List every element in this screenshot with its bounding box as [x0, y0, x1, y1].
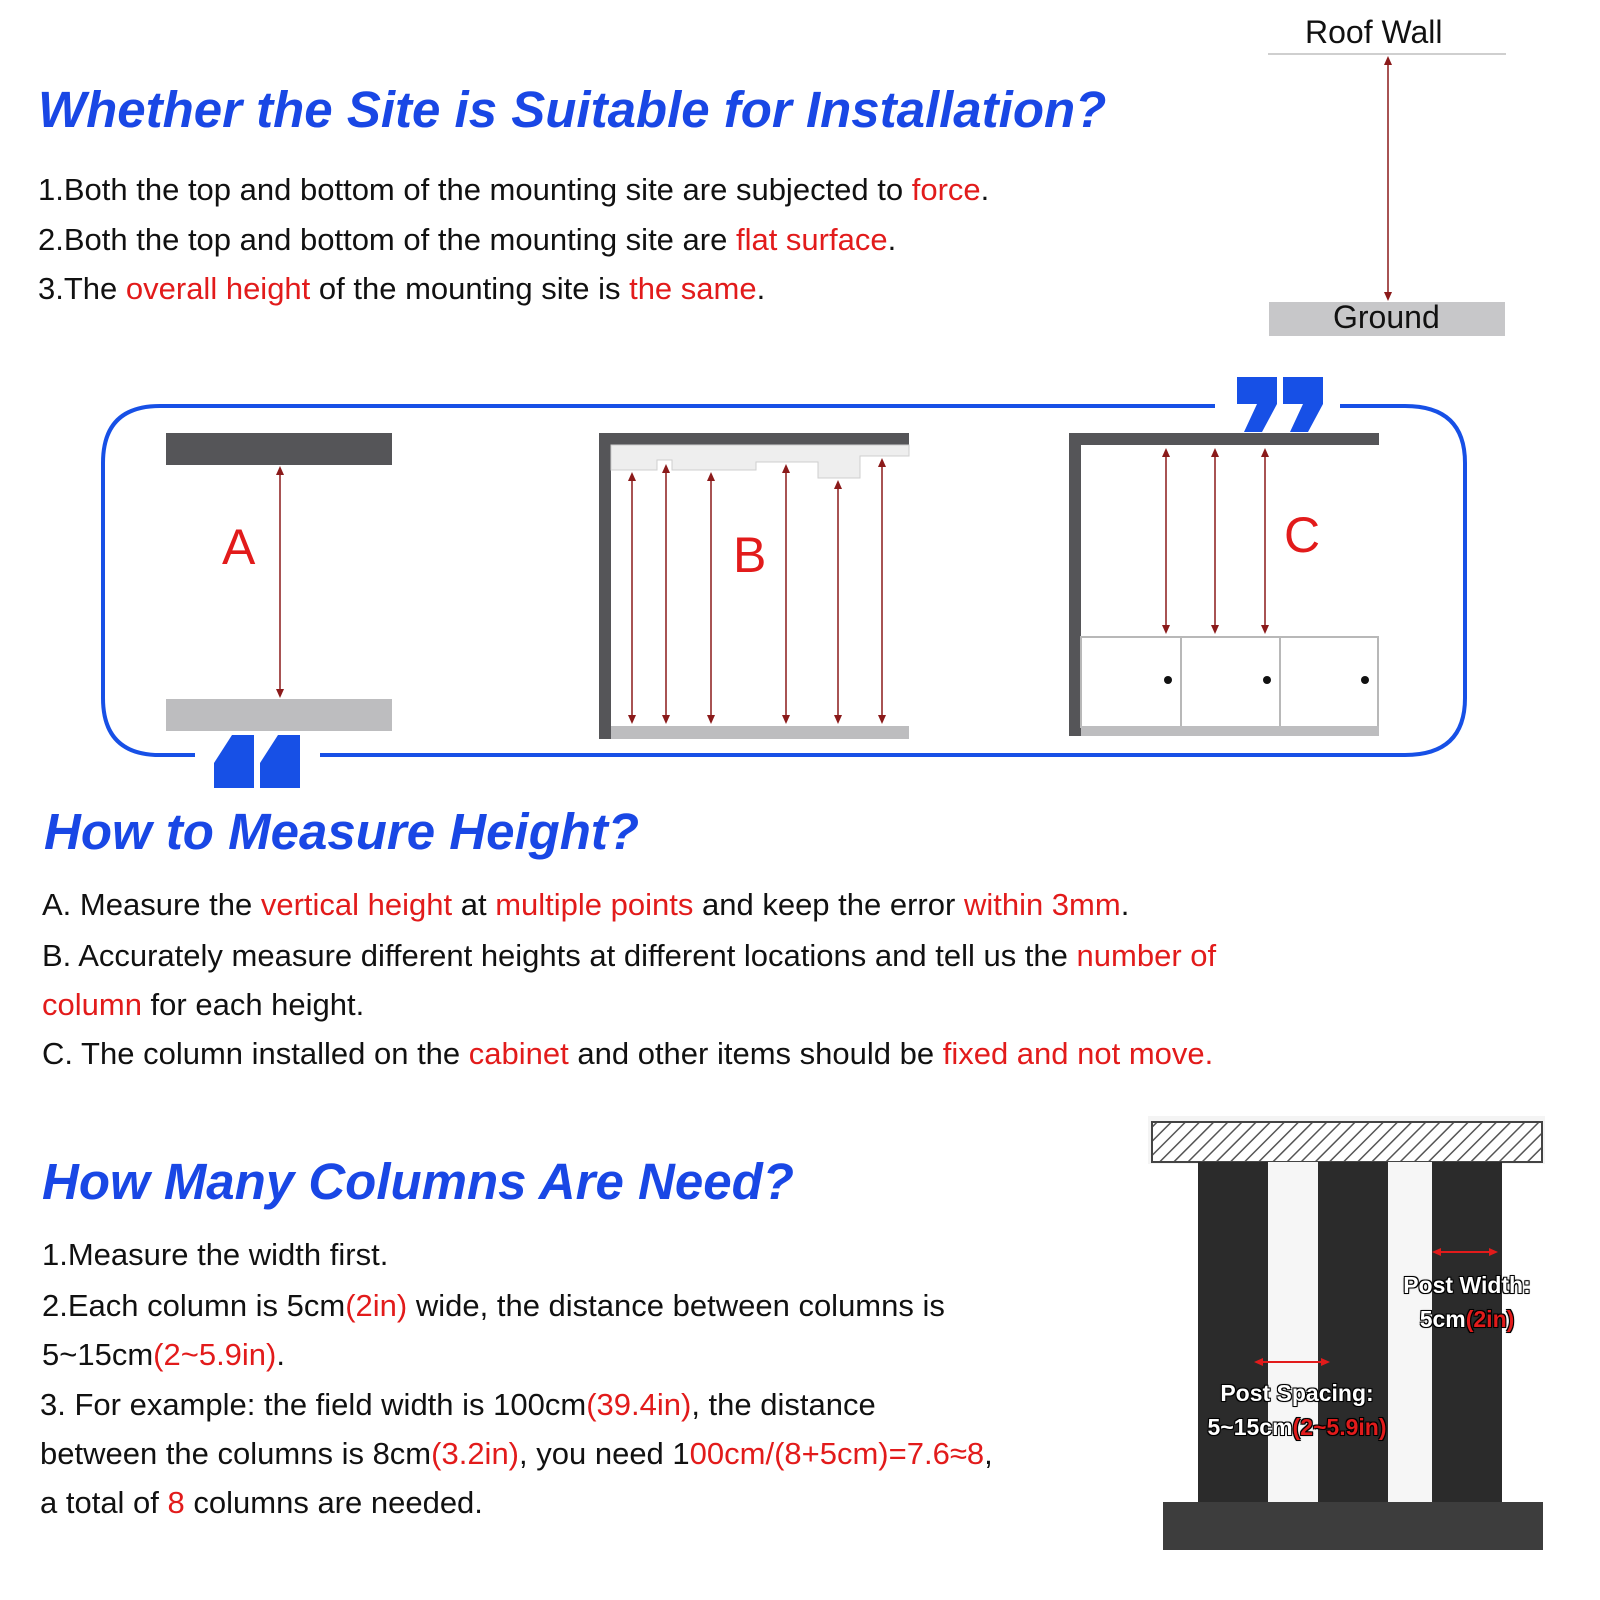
section3-line: [40, 1387, 876, 1423]
diagram-b: [599, 433, 909, 739]
section2-title: How to Measure Height?: [44, 803, 640, 860]
body-text: columns are needed.: [184, 1485, 483, 1520]
height-arrow: [1378, 56, 1398, 301]
section1-line: [38, 271, 765, 307]
highlight-text: within 3mm: [963, 887, 1121, 922]
post-spacing-label: Post Spacing:: [1220, 1380, 1374, 1406]
highlight-text: (3.2in): [431, 1436, 520, 1471]
section2-line: [42, 1036, 1213, 1072]
section1-line: [38, 222, 896, 258]
body-text: 1.Both the top and bottom of the mounting site are subjected to: [38, 172, 912, 207]
roof-wall-line: [1268, 53, 1506, 55]
body-text: .: [1120, 887, 1130, 922]
section3-line: [42, 1288, 945, 1324]
post-width-label: Post Width:: [1403, 1272, 1531, 1298]
post-spacing-in: (2~5.9in): [1292, 1414, 1387, 1440]
section1-line: [38, 172, 989, 208]
diagram-a: [166, 433, 392, 731]
body-text: , you need 1: [519, 1436, 690, 1471]
highlight-text: column: [42, 987, 142, 1022]
post-width-annotation: [1396, 1268, 1538, 1336]
ground-label: Ground: [1333, 299, 1440, 335]
body-text: , the distance: [691, 1387, 876, 1422]
post-spacing-annotation: [1192, 1376, 1402, 1444]
body-text: for each height.: [141, 987, 365, 1022]
section2-line: [42, 938, 1216, 974]
section3-line: [42, 1337, 285, 1373]
highlight-text: flat surface: [735, 222, 888, 257]
highlight-text: the same: [629, 271, 757, 306]
highlight-text: 00cm/(8+5cm)=7.6≈8: [689, 1436, 985, 1471]
body-text: .: [887, 222, 897, 257]
body-text: and keep the error: [693, 887, 964, 922]
body-text: A. Measure the: [42, 887, 261, 922]
highlight-text: number of: [1076, 938, 1217, 973]
body-text: 3.The: [38, 271, 126, 306]
diagram-c: [1069, 433, 1379, 736]
section3-line: [42, 1237, 388, 1273]
body-text: B. Accurately measure different heights at different locations and tell us the: [42, 938, 1077, 973]
post-spacing-value-row: [1192, 1410, 1402, 1444]
post-width-value-row: [1396, 1302, 1538, 1336]
highlight-text: overall height: [125, 271, 311, 306]
diagram-c-label: C: [1284, 507, 1321, 563]
highlight-text: fixed and not move.: [942, 1036, 1214, 1071]
body-text: a total of: [40, 1485, 168, 1520]
body-text: .: [276, 1337, 285, 1372]
highlight-text: 8: [167, 1485, 185, 1520]
measure-diagram-panel: [0, 360, 1600, 800]
highlight-text: force: [911, 172, 981, 207]
body-text: of the mounting site is: [310, 271, 630, 306]
body-text: between the columns is 8cm: [40, 1436, 432, 1471]
body-text: 1.Measure the width first.: [42, 1237, 389, 1272]
column-spacing-diagram: [1148, 1116, 1546, 1556]
body-text: C. The column installed on the: [42, 1036, 469, 1071]
highlight-text: (39.4in): [586, 1387, 692, 1422]
body-text: wide, the distance between columns is: [407, 1288, 945, 1323]
post-width-value: 5cm: [1419, 1306, 1466, 1332]
highlight-text: vertical height: [260, 887, 453, 922]
section2-line: [42, 987, 364, 1023]
highlight-text: (2~5.9in): [153, 1337, 277, 1372]
section3-line: [40, 1436, 993, 1472]
roof-wall-label: Roof Wall: [1305, 14, 1443, 50]
quote-close-icon: [1237, 377, 1323, 432]
highlight-text: (2in): [345, 1288, 408, 1323]
body-text: 2.Each column is 5cm: [42, 1288, 346, 1323]
highlight-text: multiple points: [495, 887, 694, 922]
body-text: .: [756, 271, 766, 306]
body-text: at: [452, 887, 496, 922]
body-text: ,: [984, 1436, 993, 1471]
highlight-text: cabinet: [468, 1036, 569, 1071]
section2-line: [42, 887, 1129, 923]
post-spacing-value: 5~15cm: [1207, 1414, 1293, 1440]
post-width-in: (2in): [1465, 1306, 1515, 1332]
quote-open-icon: [214, 735, 300, 788]
body-text: 3. For example: the field width is 100cm: [40, 1387, 587, 1422]
body-text: and other items should be: [568, 1036, 943, 1071]
body-text: 5~15cm: [42, 1337, 154, 1372]
section1-title: Whether the Site is Suitable for Installation?: [38, 81, 1107, 138]
body-text: 2.Both the top and bottom of the mounting site are: [38, 222, 736, 257]
body-text: .: [980, 172, 990, 207]
diagram-b-label: B: [733, 527, 767, 583]
diagram-a-label: A: [222, 519, 256, 575]
section3-title: How Many Columns Are Need?: [42, 1153, 794, 1210]
section3-line: [40, 1485, 483, 1521]
